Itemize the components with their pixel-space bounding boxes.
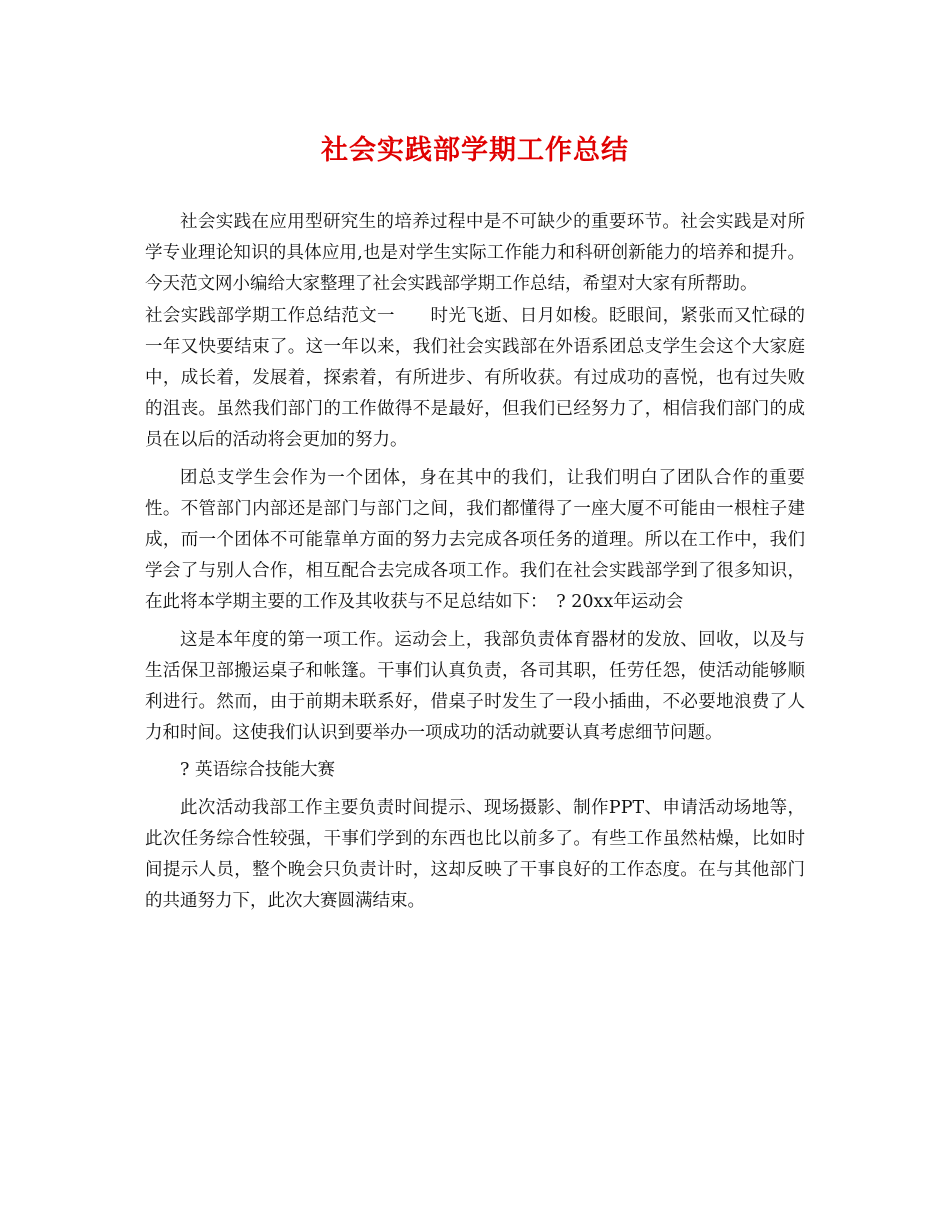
- paragraph-english-contest-heading: ? 英语综合技能大赛: [180, 760, 335, 781]
- paragraph-intro: 社会实践在应用型研究生的培养过程中是不可缺少的重要环节。社会实践是对所学专业理论知识的具体应用,也是对学生实际工作能力和科研创新能力的培养和提升。今天范文网小编给大家整理了社会实践部学期工作总结，希望对大家有所帮助。: [145, 212, 805, 295]
- paragraph-sports-meet: 这是本年度的第一项工作。运动会上，我部负责体育器材的发放、回收，以及与生活保卫部搬运桌子和帐篷。干事们认真负责，各司其职，任劳任怨，使活动能够顺利进行。然而，由于前期未联系好，借桌子时发生了一段小插曲，不必要地浪费了人力和时间。这使我们认识到要举办一项成功的活动就要认真考虑细节问题。: [145, 629, 805, 744]
- paragraph-english-contest: 此次活动我部工作主要负责时间提示、现场摄影、制作PPT、申请活动场地等，此次任务综合性较强，干事们学到的东西也比以前多了。有些工作虽然枯燥，比如时间提示人员，整个晚会只负责计时，这却反映了干事良好的工作态度。在与其他部门的共通努力下，此次大赛圆满结束。: [145, 797, 805, 912]
- paragraph-teamwork: 团总支学生会作为一个团体，身在其中的我们，让我们明白了团队合作的重要性。不管部门内部还是部门与部门之间，我们都懂得了一座大厦不可能由一根柱子建成，而一个团体不可能靠单方面的努力去完成各项任务的道理。所以在工作中，我们学会了与别人合作，相互配合去完成各项工作。我们在社会实践部学到了很多知识，在此将本学期主要的工作及其收获与不足总结如下： ? 20xx年运动会: [145, 467, 805, 613]
- document-body: [145, 207, 805, 917]
- document-title: 社会实践部学期工作总结: [321, 135, 629, 166]
- paragraph-sample-one: 社会实践部学期工作总结范文一 时光飞逝、日月如梭。眨眼间，紧张而又忙碌的一年又快要结束了。这一年以来，我们社会实践部在外语系团总支学生会这个大家庭中，成长着，发展着，探索着，有所进步、有所收获。有过成功的喜悦，也有过失败的沮丧。虽然我们部门的工作做得不是最好，但我们已经努力了，相信我们部门的成员在以后的活动将会更加的努力。: [145, 305, 805, 451]
